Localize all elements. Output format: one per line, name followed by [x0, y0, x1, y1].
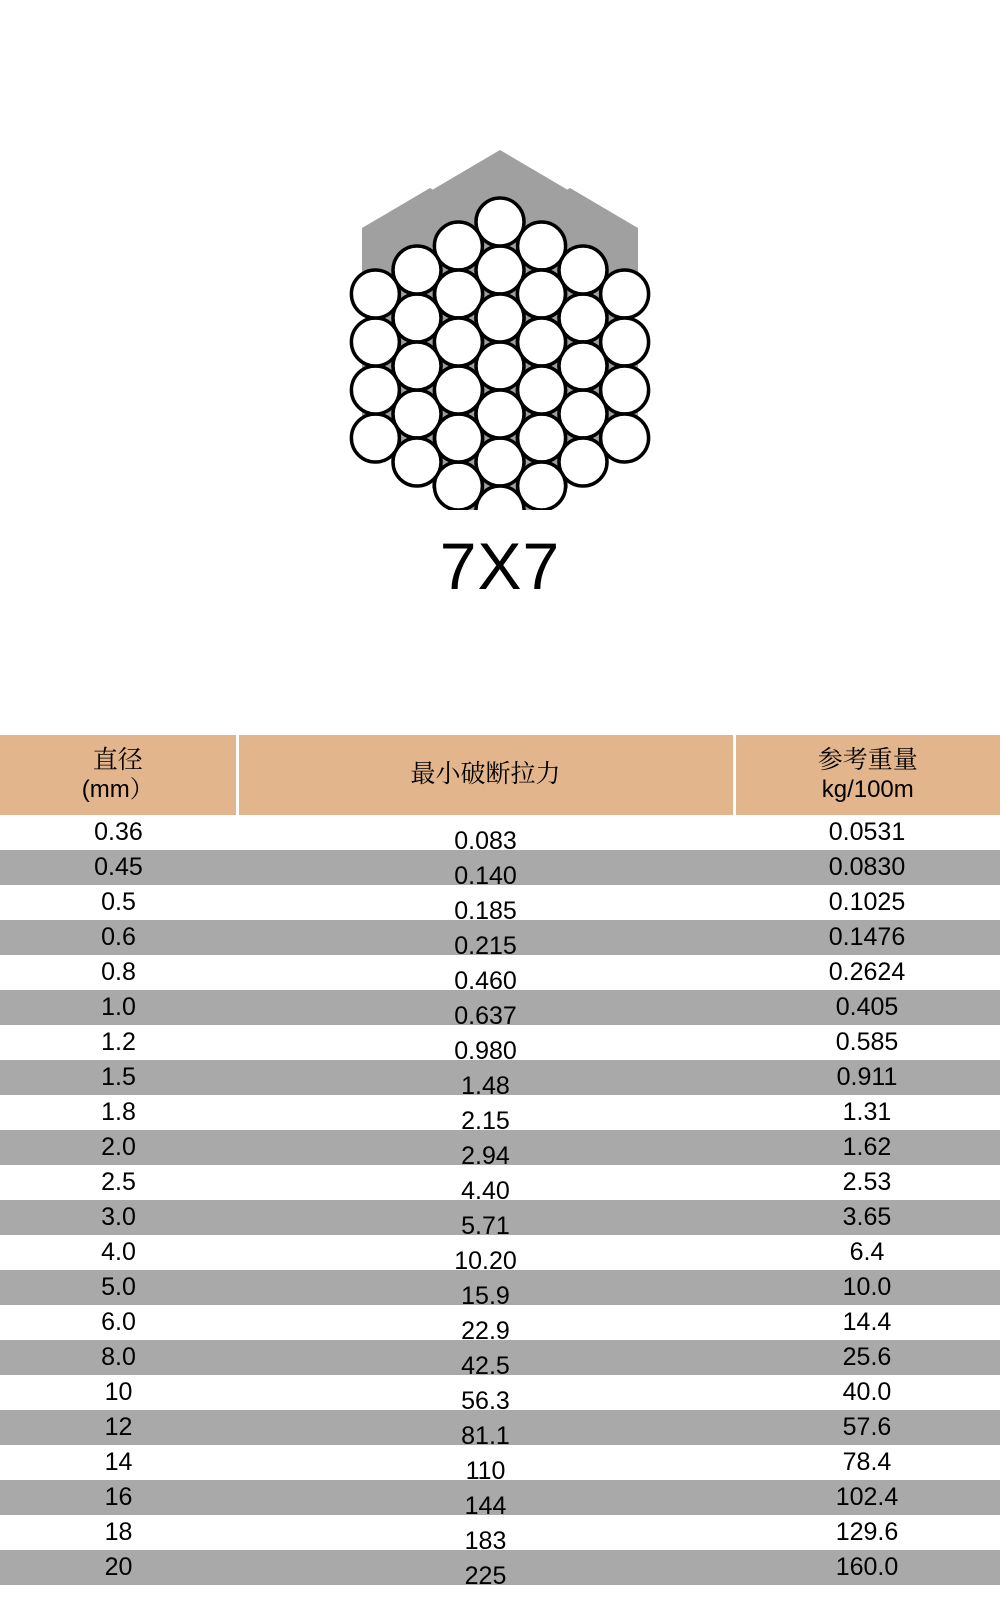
header-breaking-force-line1: 最小破断拉力	[410, 760, 561, 789]
cell-value: 5.71	[461, 1211, 510, 1240]
cell-breaking-force	[237, 1305, 734, 1345]
cell-diameter: 0.45	[0, 850, 237, 885]
cell-reference-weight: 6.4	[734, 1235, 1000, 1270]
cell-breaking-force	[237, 1270, 734, 1310]
cell-reference-weight: 25.6	[734, 1340, 1000, 1375]
cell-reference-weight: 2.53	[734, 1165, 1000, 1200]
cell-diameter: 0.6	[0, 920, 237, 955]
cell-reference-weight: 0.585	[734, 1025, 1000, 1060]
table-row	[0, 1270, 1000, 1305]
wire-rope-cross-section-icon	[300, 110, 700, 510]
cell-diameter: 1.8	[0, 1095, 237, 1130]
cell-reference-weight: 10.0	[734, 1270, 1000, 1305]
cell-diameter: 2.5	[0, 1165, 237, 1200]
cell-breaking-force	[237, 1375, 734, 1415]
cell-reference-weight: 14.4	[734, 1305, 1000, 1340]
cell-breaking-force	[237, 1445, 734, 1485]
cell-reference-weight: 1.31	[734, 1095, 1000, 1130]
cell-diameter: 1.2	[0, 1025, 237, 1060]
table-row	[0, 1165, 1000, 1200]
table-row	[0, 920, 1000, 955]
table-row	[0, 1550, 1000, 1585]
cell-breaking-force	[237, 955, 734, 995]
cell-reference-weight: 0.911	[734, 1060, 1000, 1095]
cell-value: 183	[464, 1526, 507, 1555]
cell-value: 4.40	[461, 1176, 510, 1205]
cell-diameter: 4.0	[0, 1235, 237, 1270]
cell-reference-weight: 40.0	[734, 1375, 1000, 1410]
cell-diameter: 10	[0, 1375, 237, 1410]
table-row	[0, 990, 1000, 1025]
cell-diameter: 5.0	[0, 1270, 237, 1305]
cell-value: 81.1	[461, 1421, 510, 1450]
table-row	[0, 1305, 1000, 1340]
cell-breaking-force	[237, 1340, 734, 1380]
cell-value: 2.15	[461, 1106, 510, 1135]
cell-value: 0.637	[454, 1001, 517, 1030]
cell-breaking-force	[237, 1235, 734, 1275]
cell-reference-weight: 57.6	[734, 1410, 1000, 1445]
cell-value: 56.3	[461, 1386, 510, 1415]
rope-diagram-area	[0, 0, 1000, 603]
cell-value: 144	[464, 1491, 507, 1520]
cell-diameter: 16	[0, 1480, 237, 1515]
cell-reference-weight: 102.4	[734, 1480, 1000, 1515]
cell-breaking-force	[237, 1060, 734, 1100]
cell-reference-weight: 129.6	[734, 1515, 1000, 1550]
cell-breaking-force	[237, 1025, 734, 1065]
header-breaking-force	[237, 735, 734, 815]
cell-reference-weight: 1.62	[734, 1130, 1000, 1165]
cell-diameter: 0.8	[0, 955, 237, 990]
cell-breaking-force	[237, 1095, 734, 1135]
cell-diameter: 0.36	[0, 815, 237, 850]
cell-reference-weight: 0.0531	[734, 815, 1000, 850]
cell-diameter: 14	[0, 1445, 237, 1480]
table-row	[0, 1200, 1000, 1235]
cell-diameter: 1.5	[0, 1060, 237, 1095]
cell-diameter: 20	[0, 1550, 237, 1585]
header-diameter-line2: (mm）	[81, 775, 154, 803]
cell-breaking-force	[237, 1480, 734, 1520]
cell-diameter: 1.0	[0, 990, 237, 1025]
header-diameter	[0, 735, 237, 815]
cell-breaking-force	[237, 1165, 734, 1205]
cell-breaking-force	[237, 850, 734, 890]
table-row	[0, 1515, 1000, 1550]
cell-value: 1.48	[461, 1071, 510, 1100]
cell-value: 10.20	[454, 1246, 517, 1275]
table-row	[0, 1095, 1000, 1130]
cell-breaking-force	[237, 1130, 734, 1170]
table-row	[0, 850, 1000, 885]
specification-table	[0, 735, 1000, 1590]
cell-reference-weight: 0.1476	[734, 920, 1000, 955]
cell-reference-weight: 0.2624	[734, 955, 1000, 990]
header-reference-weight-line1: 参考重量	[817, 746, 918, 775]
table-row	[0, 1060, 1000, 1095]
cell-value: 15.9	[461, 1281, 510, 1310]
cell-reference-weight: 0.1025	[734, 885, 1000, 920]
cell-value: 42.5	[461, 1351, 510, 1380]
cell-diameter: 6.0	[0, 1305, 237, 1340]
cell-breaking-force	[237, 1550, 734, 1590]
table-row	[0, 1410, 1000, 1445]
table-row	[0, 1445, 1000, 1480]
cell-breaking-force	[237, 920, 734, 960]
header-diameter-line1: 直径	[92, 746, 143, 775]
table-row	[0, 1375, 1000, 1410]
cell-reference-weight: 78.4	[734, 1445, 1000, 1480]
table-header-row	[0, 735, 1000, 815]
cell-breaking-force	[237, 815, 734, 855]
cell-diameter: 18	[0, 1515, 237, 1550]
table-row	[0, 1235, 1000, 1270]
cell-reference-weight: 160.0	[734, 1550, 1000, 1585]
cell-diameter: 2.0	[0, 1130, 237, 1165]
cell-value: 22.9	[461, 1316, 510, 1345]
header-reference-weight	[734, 735, 1000, 815]
cell-value: 2.94	[461, 1141, 510, 1170]
cell-breaking-force	[237, 1410, 734, 1450]
cell-reference-weight: 0.0830	[734, 850, 1000, 885]
table-row	[0, 885, 1000, 920]
table-row	[0, 1025, 1000, 1060]
cell-value: 110	[465, 1456, 506, 1485]
cell-diameter: 0.5	[0, 885, 237, 920]
cell-value: 225	[464, 1561, 507, 1590]
cell-reference-weight: 0.405	[734, 990, 1000, 1025]
cell-breaking-force	[237, 1515, 734, 1555]
cell-value: 0.980	[454, 1036, 517, 1065]
table-row	[0, 955, 1000, 990]
cell-breaking-force	[237, 990, 734, 1030]
cell-diameter: 8.0	[0, 1340, 237, 1375]
cell-value: 0.460	[454, 966, 517, 995]
cell-value: 0.083	[454, 826, 517, 855]
table-row	[0, 1340, 1000, 1375]
cell-diameter: 3.0	[0, 1200, 237, 1235]
cell-breaking-force	[237, 1200, 734, 1240]
cell-value: 0.215	[454, 931, 517, 960]
table-body	[0, 815, 1000, 1590]
table-row	[0, 1130, 1000, 1165]
cell-value: 0.185	[454, 896, 517, 925]
cell-reference-weight: 3.65	[734, 1200, 1000, 1235]
cell-breaking-force	[237, 885, 734, 925]
cell-value: 0.140	[454, 861, 517, 890]
cell-diameter: 12	[0, 1410, 237, 1445]
table-row	[0, 1480, 1000, 1515]
table-row	[0, 815, 1000, 850]
header-reference-weight-line2: kg/100m	[821, 775, 914, 803]
rope-construction-label: 7X7	[439, 529, 561, 603]
